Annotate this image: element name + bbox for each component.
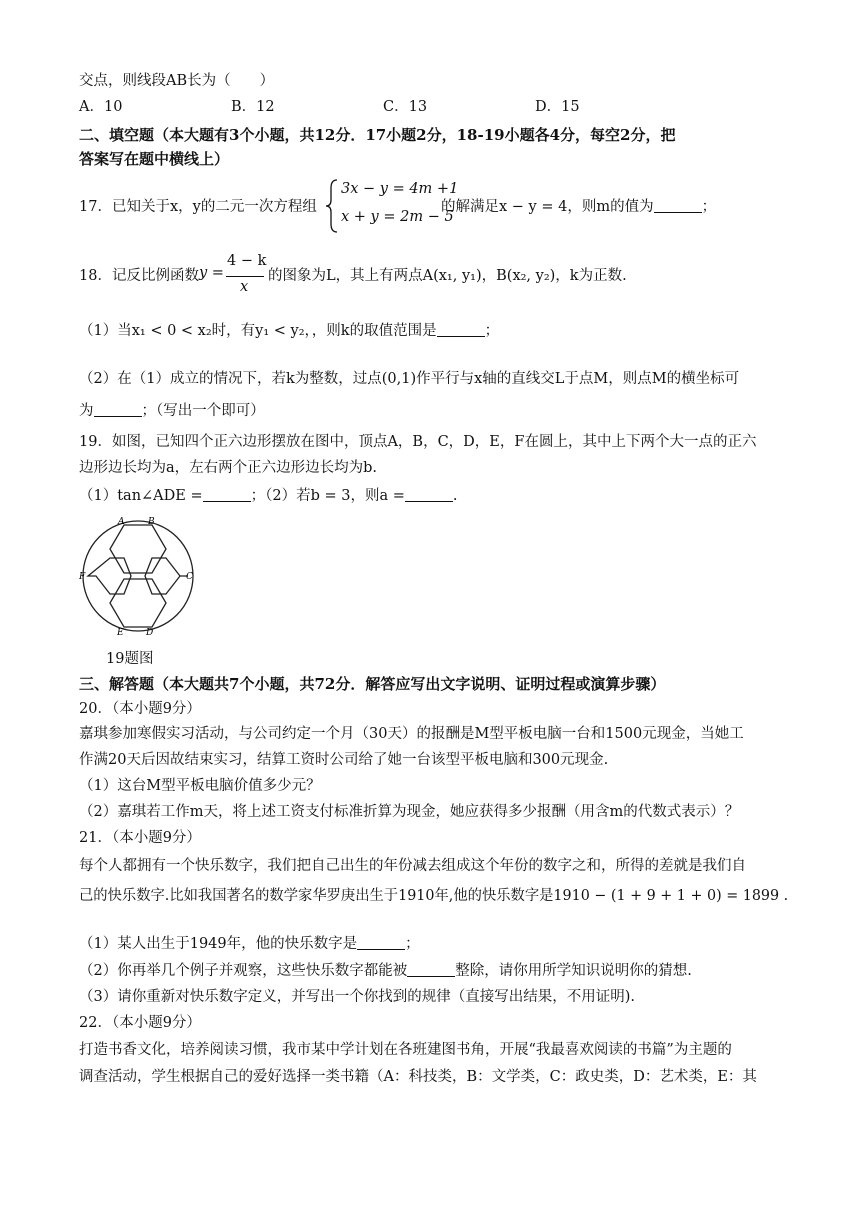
- q19-part2-blank[interactable]: [405, 487, 453, 502]
- q18-tail: 的图象为L，其上有两点A(x₁, y₁)，B(x₂, y₂)，k为正数.: [268, 268, 627, 284]
- section2-heading-line1: 二、填空题（本大题有3个小题，共12分．17小题2分，18-19小题各4分，每空2分，把: [79, 126, 676, 144]
- section2-heading-line2: 答案写在题中横线上）: [79, 150, 230, 168]
- q17-tail: 的解满足x − y = 4，则m的值为: [441, 199, 654, 215]
- q21-part2b: 整除，请你用所学知识说明你的猜想.: [455, 963, 692, 979]
- q17-end: ；: [701, 199, 717, 215]
- q18-func-denominator: x: [240, 279, 249, 295]
- figure-circle: [83, 521, 193, 631]
- q18-part1-blank[interactable]: [437, 322, 485, 337]
- q17-lead: 17．已知关于x，y的二元一次方程组: [79, 199, 317, 215]
- q20-line1: 嘉琪参加寒假实习活动，与公司约定一个月（30天）的报酬是M型平板电脑一台和1500元现金，当她工: [79, 726, 744, 742]
- q21-part2a: （2）你再举几个例子并观察，这些快乐数字都能被: [79, 963, 408, 979]
- q18-function: [199, 253, 269, 299]
- q21-part2-blank[interactable]: [407, 962, 455, 977]
- q20-title: 20．（本小题9分）: [79, 701, 201, 717]
- q18-part2-line2b: ；（写出一个即可）: [141, 403, 265, 419]
- q16-option-a: A．10: [79, 99, 123, 115]
- q22-line2: 调查活动，学生根据自己的爱好选择一类书籍（A：科技类，B：文学类，C：政史类，D：艺术类，E：其: [79, 1069, 757, 1085]
- left-hexagon: [88, 558, 131, 594]
- q16-stem-tail: 交点，则线段AB长为（ ）: [79, 73, 275, 89]
- q16-option-b: B．12: [231, 99, 275, 115]
- q16-option-d: D．15: [535, 99, 580, 115]
- label-b: B: [148, 517, 155, 527]
- q21-line2: 己的快乐数字.比如我国著名的数学家华罗庚出生于1910年,他的快乐数字是1910 − (1 + 9 + 1 + 0) = 1899 .: [79, 888, 789, 904]
- q22-line1: 打造书香文化，培养阅读习惯，我市某中学计划在各班建图书角，开展“我最喜欢阅读的书篇”为主题的: [79, 1042, 732, 1058]
- q17-answer-blank[interactable]: [654, 198, 702, 213]
- fraction-bar: [226, 276, 264, 277]
- q18-part1-wrap: [79, 320, 499, 342]
- q21-title: 21．（本小题9分）: [79, 830, 201, 846]
- q17-eq1: 3x − y = 4m +1: [341, 181, 459, 197]
- q17-eq2: x + y = 2m − 5: [341, 209, 454, 225]
- q19-end: .: [452, 488, 458, 504]
- q19-part2: ；（2）若b = 3，则a =: [250, 488, 405, 504]
- q19-parts-wrap: [79, 485, 458, 507]
- top-hexagon: [110, 525, 166, 573]
- label-f: F: [79, 572, 86, 582]
- q21-line1: 每个人都拥有一个快乐数字，我们把自己出生的年份减去组成这个年份的数字之和，所得的差就是我们自: [79, 858, 746, 874]
- brace-icon: [325, 178, 339, 234]
- q19-caption: 19题图: [106, 651, 154, 667]
- label-a: A: [118, 517, 125, 527]
- q21-part3: （3）请你重新对快乐数字定义，并写出一个你找到的规律（直接写出结果，不用证明).: [79, 989, 635, 1005]
- q21-part2-wrap: [79, 960, 692, 982]
- q18-part2-blank[interactable]: [94, 402, 142, 417]
- section3-heading: 三、解答题（本大题共7个小题，共72分．解答应写出文字说明、证明过程或演算步骤）: [79, 675, 666, 693]
- q18-part1-end: ；: [484, 323, 500, 339]
- q18-part2-line1: （2）在（1）成立的情况下，若k为整数，过点(0,1)作平行与x轴的直线交L于点M，则点M的横坐标可: [79, 371, 740, 387]
- q18-lead: 18．记反比例函数: [79, 268, 199, 284]
- label-e: E: [117, 628, 124, 638]
- q21-part1-end: ；: [405, 936, 420, 952]
- q20-part2: （2）嘉琪若工作m天，将上述工资支付标准折算为现金，她应获得多少报酬（用含m的代数式表示）？: [79, 804, 740, 820]
- q17-tail-wrap: [441, 196, 716, 218]
- q19-part1-blank[interactable]: [203, 487, 251, 502]
- label-d: D: [146, 628, 154, 638]
- q18-part2-line2a: 为: [79, 403, 94, 419]
- q22-title: 22．（本小题9分）: [79, 1015, 201, 1031]
- right-hexagon: [145, 558, 188, 594]
- q20-line2: 作满20天后因故结束实习，结算工资时公司给了她一台该型平板电脑和300元现金.: [79, 752, 609, 768]
- label-c: C: [186, 572, 193, 582]
- q18-func-lhs: y =: [199, 265, 224, 281]
- q19-line1: 19．如图，已知四个正六边形摆放在图中，顶点A，B，C，D，E，F在圆上，其中上下两个大一点的正六: [79, 434, 757, 450]
- q19-figure: [76, 514, 200, 638]
- q18-part2-line2-wrap: [79, 400, 265, 422]
- q21-part1: （1）某人出生于1949年，他的快乐数字是: [79, 936, 358, 952]
- q19-line2: 边形边长均为a，左右两个正六边形边长均为b.: [79, 460, 378, 476]
- q21-part1-wrap: [79, 933, 420, 955]
- q20-part1: （1）这台M型平板电脑价值多少元？: [79, 778, 321, 794]
- bottom-hexagon: [110, 579, 166, 627]
- q21-part1-blank[interactable]: [357, 935, 405, 950]
- q16-option-c: C．13: [383, 99, 428, 115]
- q18-part1: （1）当x₁ < 0 < x₂时，有y₁ < y₂，，则k的取值范围是: [79, 323, 437, 339]
- q18-func-numerator: 4 − k: [227, 253, 267, 269]
- q19-part1: （1）tan∠ADE =: [79, 488, 203, 504]
